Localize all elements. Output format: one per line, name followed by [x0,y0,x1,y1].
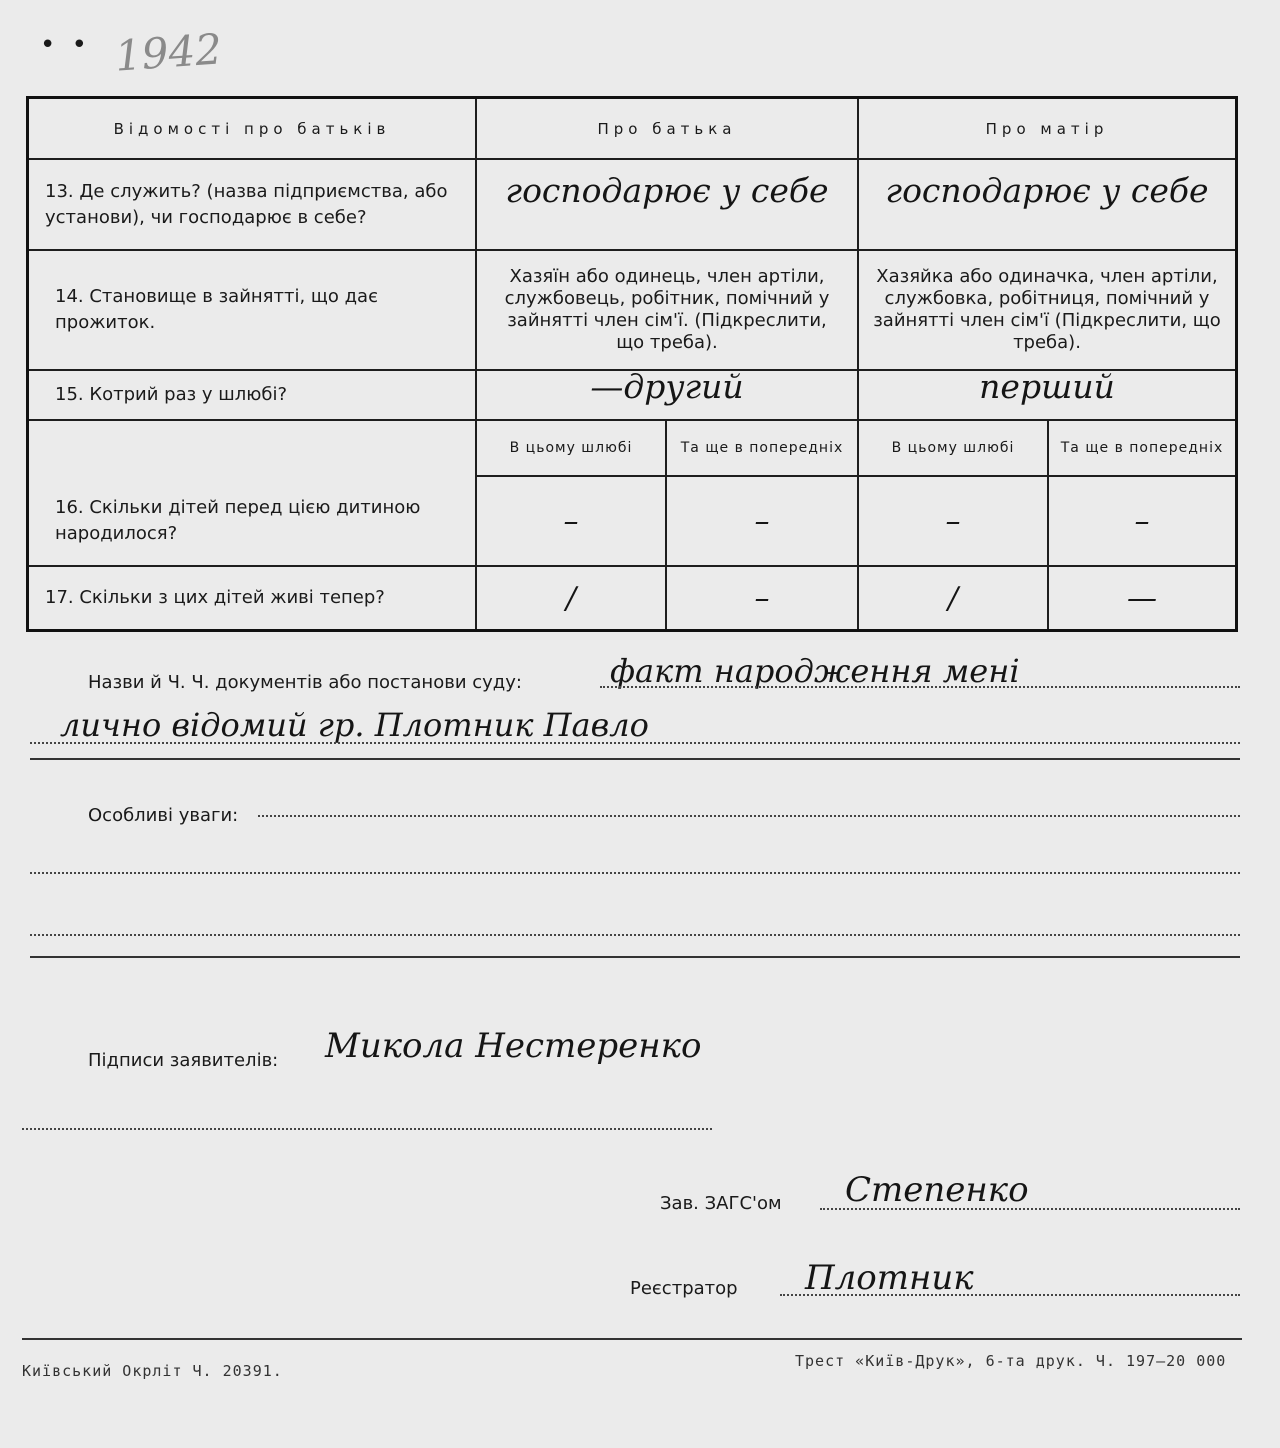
header-mother: Про матір [985,119,1109,138]
registrar-label: Реєстратор [630,1278,738,1299]
head-signature: Степенко [845,1170,1029,1210]
answer-15-father: —другий [590,366,744,406]
answer-16-mother-this: – [945,503,961,539]
parents-info-table [26,96,1238,632]
answer-16-father-this: – [563,503,579,539]
answer-17-father-this: / [565,580,577,616]
answer-16-mother-prev: – [1134,503,1150,539]
footer-right: Трест «Київ-Друк», 6-та друк. Ч. 197—20 000 [795,1352,1227,1370]
answer-13-father: господарює у себе [505,170,829,210]
options-14-mother: Хазяйка або одиначка, член артіли, службовка, робітниця, помічний у зайнятті член сім'ї (Підкреслити, що треба). [873,266,1221,353]
answer-15-mother: перший [979,366,1115,406]
documents-line-1: факт народження мені [610,652,1020,690]
answer-17-father-prev: – [754,580,770,616]
corner-mark: • • [40,30,91,60]
answer-16-father-prev: – [754,503,770,539]
registrar-signature: Плотник [805,1258,974,1298]
subheader-father-this-marriage: В цьому шлюбі [509,439,633,456]
question-14: 14. Становище в зайнятті, що дає прожиток. [55,286,378,333]
subheader-father-previous: Та ще в попередніх [680,439,844,456]
question-17: 17. Скільки з цих дітей живі тепер? [45,587,385,608]
question-13: 13. Де служить? (назва підприємства, або установи), чи господарює в себе? [45,180,448,228]
subheader-mother-this-marriage: В цьому шлюбі [891,439,1015,456]
applicants-signature: Микола Нестеренко [325,1026,702,1066]
subheader-mother-previous: Та ще в попередніх [1060,439,1224,456]
documents-label: Назви й Ч. Ч. документів або постанови суду: [88,672,522,693]
year-note: 1942 [113,24,224,81]
answer-13-mother: господарює у себе [885,170,1209,210]
applicants-label: Підписи заявителів: [88,1050,279,1071]
options-14-father: Хазяїн або одинець, член артіли, службовець, робітник, помічний у зайнятті член сім'ї. (Підкреслити, що треба). [504,266,830,353]
documents-line-2: лично відомий гр. Плотник Павло [60,706,649,744]
answer-17-mother-prev: — [1127,580,1157,616]
notes-label: Особливі уваги: [88,805,239,826]
header-father: Про батька [597,119,737,138]
answer-17-mother-this: / [947,580,959,616]
head-label: Зав. ЗАГС'ом [660,1193,782,1214]
header-parents-info: Відомості про батьків [113,119,391,138]
question-16: 16. Скільки дітей перед цією дитиною народилося? [55,497,421,544]
question-15: 15. Котрий раз у шлюбі? [55,384,288,405]
footer-left: Київський Окрліт Ч. 20391. [22,1362,283,1380]
